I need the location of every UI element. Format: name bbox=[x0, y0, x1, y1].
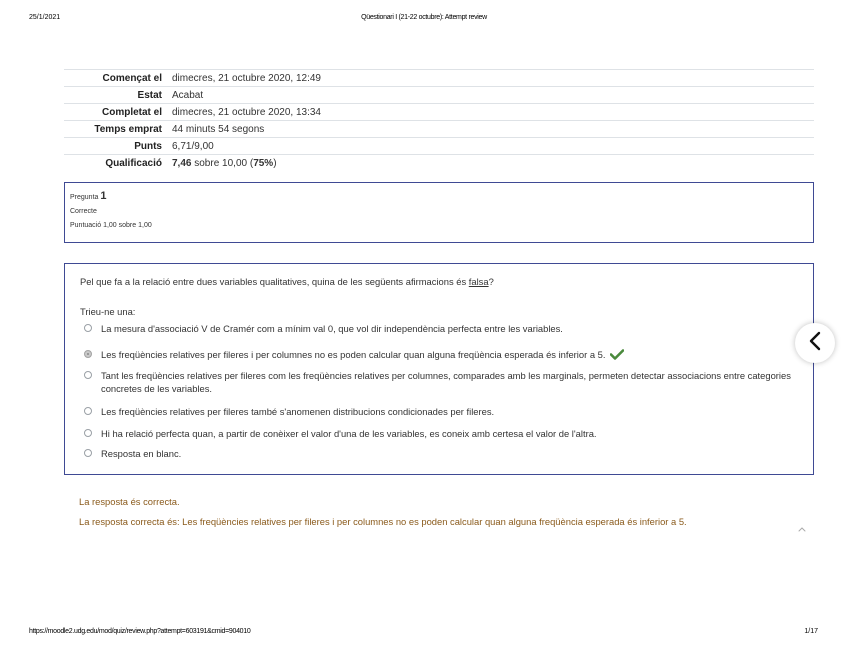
question-text-underlined: falsa bbox=[468, 276, 489, 287]
question-state: Correcte bbox=[70, 208, 97, 215]
radio-button[interactable] bbox=[84, 429, 92, 437]
print-page-number: 1/17 bbox=[804, 628, 818, 635]
general-feedback: La resposta és correcta. bbox=[79, 496, 180, 507]
answer-option[interactable] bbox=[84, 369, 804, 395]
question-text bbox=[80, 276, 494, 287]
attempt-summary-table bbox=[64, 69, 814, 171]
summary-value: 44 minuts 54 segons bbox=[172, 123, 265, 135]
summary-label: Qualificació bbox=[105, 157, 162, 169]
answer-option-label: La mesura d'associació V de Cramér com a mínim val 0, que vol dir independència perfecta entre les variables. bbox=[101, 323, 563, 334]
summary-value: Acabat bbox=[172, 89, 204, 101]
grade-percent: 75% bbox=[253, 157, 274, 169]
summary-label: Punts bbox=[134, 140, 162, 152]
summary-row bbox=[64, 87, 814, 104]
summary-value: 6,71/9,00 bbox=[172, 140, 214, 152]
question-content-box bbox=[64, 263, 814, 475]
question-grade: Puntuació 1,00 sobre 1,00 bbox=[70, 222, 152, 229]
summary-value: dimecres, 21 octubre 2020, 13:34 bbox=[172, 106, 321, 118]
question-text-end: ? bbox=[488, 276, 494, 287]
chevron-left-icon bbox=[808, 331, 822, 356]
checkmark-icon bbox=[610, 349, 624, 363]
summary-row bbox=[64, 121, 814, 138]
answer-option-label: Resposta en blanc. bbox=[101, 448, 182, 459]
question-number-prefix: Pregunta bbox=[70, 194, 101, 201]
print-url: https://moodle2.udg.edu/mod/quiz/review.php?attempt=603191&cmid=904010 bbox=[29, 628, 251, 635]
print-header bbox=[0, 14, 848, 26]
answer-option[interactable] bbox=[84, 427, 804, 440]
answer-option[interactable] bbox=[84, 405, 804, 418]
summary-value: dimecres, 21 octubre 2020, 12:49 bbox=[172, 72, 321, 84]
radio-button[interactable] bbox=[84, 324, 92, 332]
answer-option[interactable] bbox=[84, 447, 804, 460]
radio-button[interactable] bbox=[84, 371, 92, 379]
summary-row-grade bbox=[64, 155, 814, 171]
answer-prompt: Trieu-ne una: bbox=[80, 306, 136, 317]
radio-button[interactable] bbox=[84, 449, 92, 457]
answer-option[interactable] bbox=[84, 322, 804, 335]
question-number-value: 1 bbox=[100, 190, 107, 202]
grade-end: ) bbox=[273, 157, 277, 169]
answer-option-label: Hi ha relació perfecta quan, a partir de conèixer el valor d'una de les variables, es coneix amb certesa el valor de l'altra. bbox=[101, 428, 597, 439]
correct-answer-feedback: La resposta correcta és: Les freqüències relatives per fileres i per columnes no es poden calcular quan alguna freqüència esperada és inferior a 5. bbox=[79, 516, 687, 527]
answer-option-selected[interactable] bbox=[84, 348, 804, 363]
grade-value bbox=[168, 158, 277, 169]
question-info-box bbox=[64, 182, 814, 243]
summary-row bbox=[64, 104, 814, 121]
summary-label: Temps emprat bbox=[94, 123, 162, 135]
grade-middle: sobre 10,00 ( bbox=[191, 157, 254, 169]
question-feedback bbox=[79, 496, 779, 529]
print-footer bbox=[0, 628, 848, 640]
summary-row bbox=[64, 138, 814, 155]
question-text-main: Pel que fa a la relació entre dues variables qualitatives, quina de les següents afirmacions és bbox=[80, 276, 469, 287]
grade-score: 7,46 bbox=[172, 157, 192, 169]
summary-label: Completat el bbox=[101, 106, 162, 118]
answer-option-text: Les freqüències relatives per fileres i per columnes no es poden calcular quan alguna freqüència esperada és inferior a 5. bbox=[101, 349, 606, 360]
answer-option-label: Les freqüències relatives per fileres també s'anomenen distribucions condicionades per fileres. bbox=[101, 406, 495, 417]
summary-label: Començat el bbox=[102, 72, 162, 84]
drawer-toggle-button[interactable] bbox=[795, 323, 835, 363]
answer-option-label: Tant les freqüències relatives per fileres com les freqüències relatives per columnes, comparades amb les marginals, permeten detectar associacions entre categories concretes de les variables. bbox=[101, 370, 791, 394]
answer-option-label bbox=[101, 348, 624, 363]
chevron-up-icon[interactable] bbox=[797, 520, 807, 528]
print-date: 25/1/2021 bbox=[29, 14, 61, 21]
summary-row bbox=[64, 70, 814, 87]
question-number bbox=[70, 190, 808, 202]
radio-button-checked[interactable] bbox=[84, 350, 92, 358]
radio-button[interactable] bbox=[84, 407, 92, 415]
print-title: Qüestionari I (21-22 octubre): Attempt review bbox=[361, 14, 487, 21]
summary-label: Estat bbox=[137, 89, 162, 101]
